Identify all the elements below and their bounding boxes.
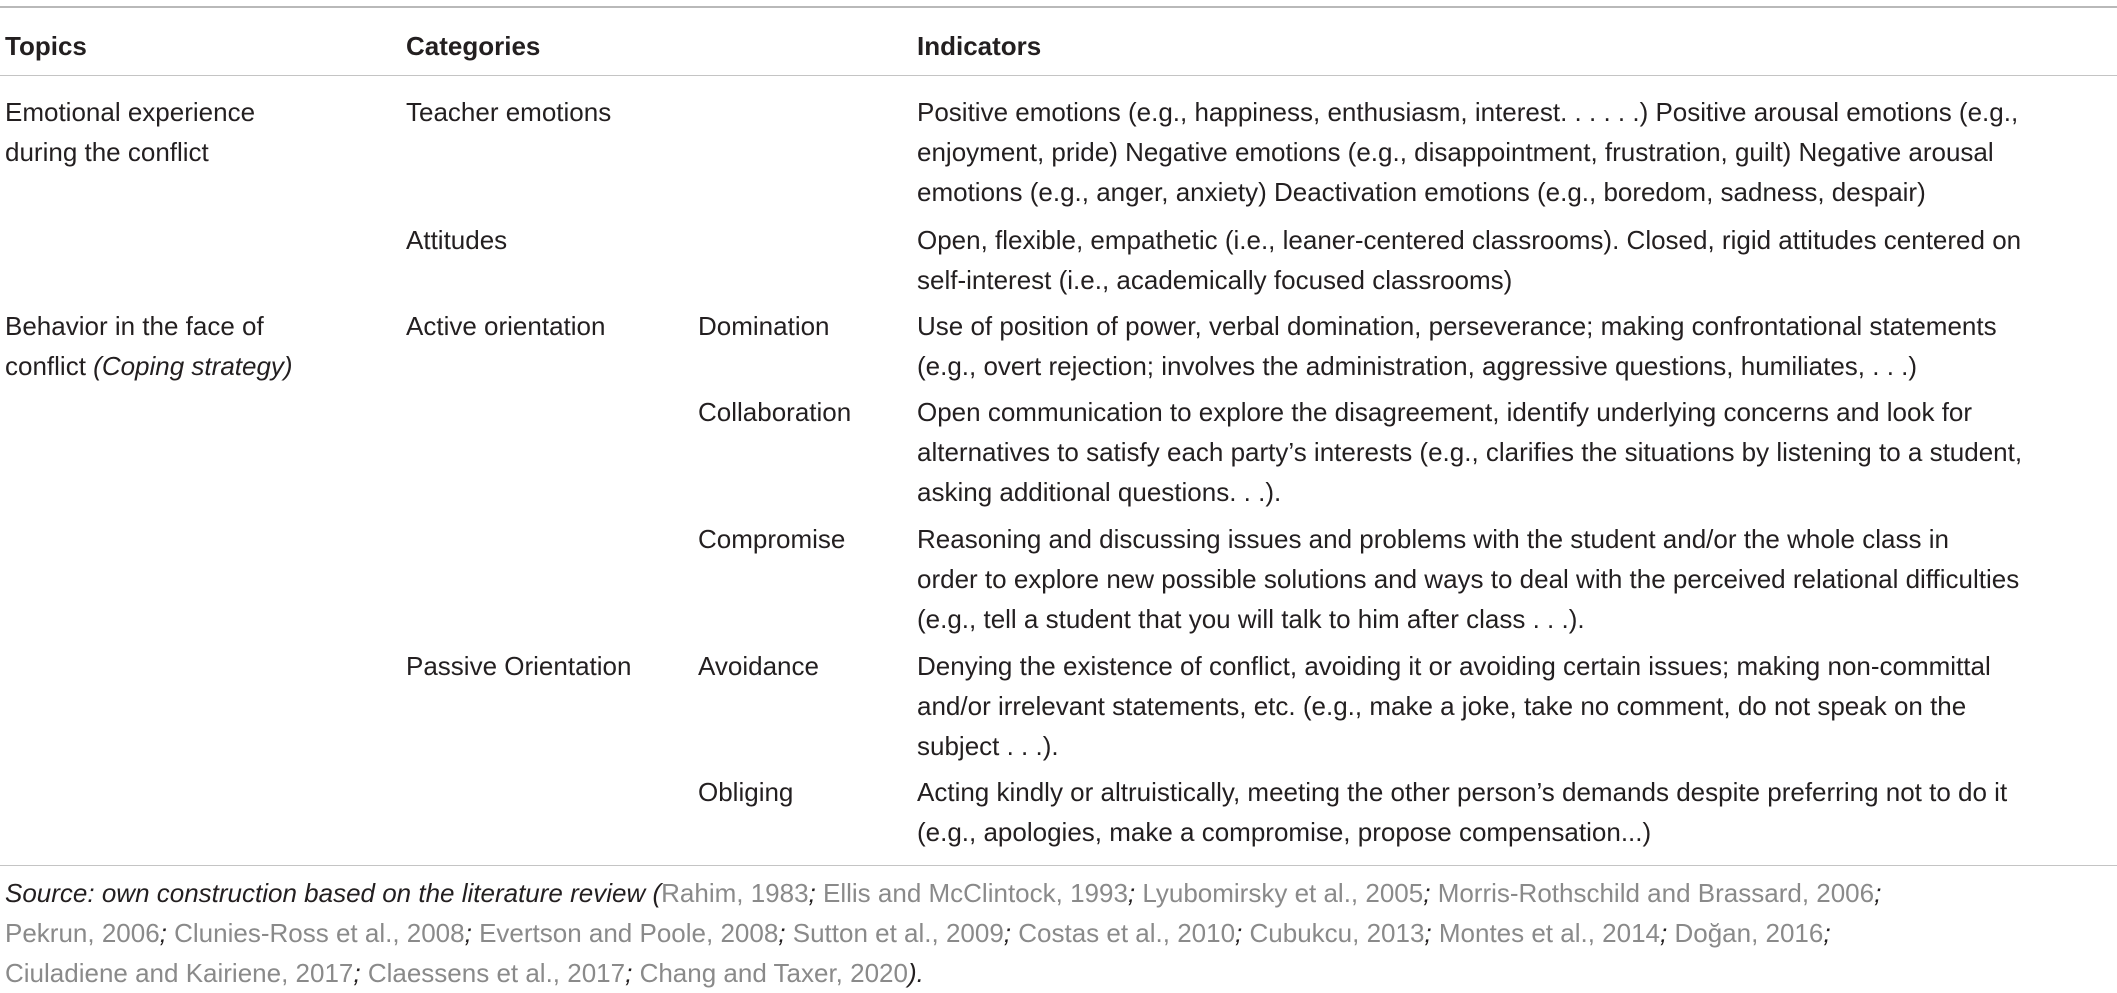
- topic-behavior-conflict: [5, 306, 293, 386]
- indicator-line: Denying the existence of conflict, avoiding it or avoiding certain issues; making non-committal: [917, 651, 1991, 681]
- topic-line: Behavior in the face of: [5, 311, 264, 341]
- topic-line-text: conflict: [5, 351, 94, 381]
- reference-link[interactable]: Evertson and Poole, 2008: [479, 918, 779, 948]
- coping-strategy-label: (Coping strategy): [93, 351, 293, 381]
- indicator-line: self-interest (i.e., academically focused classrooms): [917, 265, 1513, 295]
- topic-emotional-experience: [5, 92, 255, 172]
- subcategory-compromise: Compromise: [698, 524, 846, 554]
- topic-line: Emotional experience: [5, 97, 256, 127]
- footnote-prefix: Source: own construction based on the literature review (: [5, 878, 662, 908]
- subcategory-avoidance: Avoidance: [698, 651, 819, 681]
- indicator-line: (e.g., apologies, make a compromise, propose compensation...): [917, 817, 1652, 847]
- reference-link[interactable]: Ciuladiene and Kairiene, 2017: [5, 958, 354, 988]
- reference-link[interactable]: Cubukcu, 2013: [1249, 918, 1425, 948]
- indicator-line: alternatives to satisfy each party’s interests (e.g., clarifies the situations by listening to a student,: [917, 437, 2023, 467]
- subcategory-domination: Domination: [698, 311, 830, 341]
- reference-link[interactable]: Ellis and McClintock, 1993: [823, 878, 1128, 908]
- indicators-obliging: [917, 772, 2007, 852]
- footnote-suffix: ).: [907, 958, 924, 988]
- indicator-line: and/or irrelevant statements, etc. (e.g., make a joke, take no comment, do not speak on the: [917, 691, 1967, 721]
- indicators-teacher-emotions: [917, 92, 2018, 212]
- category-passive-orientation: Passive Orientation: [406, 651, 632, 681]
- indicator-line: Open, flexible, empathetic (i.e., leaner-centered classrooms). Closed, rigid attitudes centered on: [917, 225, 2022, 255]
- indicator-line: (e.g., overt rejection; involves the administration, aggressive questions, humiliates, . . .): [917, 351, 1918, 381]
- reference-link[interactable]: Lyubomirsky et al., 2005: [1142, 878, 1424, 908]
- indicator-line: Positive emotions (e.g., happiness, enthusiasm, interest. . . . . .) Positive arousal emotions (e.g.,: [917, 97, 2019, 127]
- indicator-line: Open communication to explore the disagreement, identify underlying concerns and look for: [917, 397, 1973, 427]
- subcategory-obliging: Obliging: [698, 777, 794, 807]
- header-topics: Topics: [5, 31, 87, 61]
- subcategory-collaboration: Collaboration: [698, 397, 852, 427]
- indicators-avoidance: [917, 646, 1991, 766]
- reference-link[interactable]: Costas et al., 2010: [1018, 918, 1236, 948]
- indicator-line: order to explore new possible solutions and ways to deal with the perceived relational difficulties: [917, 564, 2020, 594]
- indicator-line: emotions (e.g., anger, anxiety) Deactivation emotions (e.g., boredom, sadness, despair): [917, 177, 1926, 207]
- indicator-line: subject . . .).: [917, 731, 1059, 761]
- indicator-line: enjoyment, pride) Negative emotions (e.g., disappointment, frustration, guilt) Negative arousal: [917, 137, 1994, 167]
- header-categories: Categories: [406, 31, 541, 61]
- header-rule: [0, 75, 2117, 76]
- indicators-domination: [917, 306, 1997, 386]
- category-active-orientation: Active orientation: [406, 311, 606, 341]
- reference-link[interactable]: Pekrun, 2006: [5, 918, 160, 948]
- table-source-footnote: [5, 873, 2113, 993]
- footnote-line-2: Pekrun, 2006; Clunies-Ross et al., 2008; Evertson and Poole, 2008; Sutton et al., 2009; Costas et al., 2010; Cubukcu, 2013; Montes et al., 2014; Doğan, 2016;: [5, 918, 1831, 948]
- reference-link[interactable]: Doğan, 2016: [1674, 918, 1824, 948]
- reference-link[interactable]: Sutton et al., 2009: [792, 918, 1004, 948]
- indicator-line: (e.g., tell a student that you will talk to him after class . . .).: [917, 604, 1585, 634]
- category-attitudes: Attitudes: [406, 225, 508, 255]
- reference-link[interactable]: Morris-Rothschild and Brassard, 2006: [1437, 878, 1875, 908]
- indicator-line: Acting kindly or altruistically, meeting the other person’s demands despite preferring not to do it: [917, 777, 2008, 807]
- header-indicators: Indicators: [917, 31, 1042, 61]
- indicators-attitudes: [917, 220, 2021, 300]
- indicator-line: asking additional questions. . .).: [917, 477, 1282, 507]
- indicators-compromise: [917, 519, 2019, 639]
- footnote-line-3: Ciuladiene and Kairiene, 2017; Claessens et al., 2017; Chang and Taxer, 2020).: [5, 958, 924, 988]
- reference-link[interactable]: Montes et al., 2014: [1438, 918, 1660, 948]
- table-bottom-rule: [0, 865, 2117, 866]
- indicator-line: Use of position of power, verbal domination, perseverance; making confrontational statements: [917, 311, 1997, 341]
- indicator-line: Reasoning and discussing issues and problems with the student and/or the whole class in: [917, 524, 1949, 554]
- topic-line-2: [5, 346, 293, 386]
- reference-link[interactable]: Claessens et al., 2017: [367, 958, 626, 988]
- footnote-line-1: Source: own construction based on the literature review (Rahim, 1983; Ellis and McClintock, 1993; Lyubomirsky et al., 2005; Morris-Rothschild and Brassard, 2006;: [5, 878, 1882, 908]
- topic-line: during the conflict: [5, 137, 209, 167]
- reference-link[interactable]: Chang and Taxer, 2020: [639, 958, 908, 988]
- reference-link[interactable]: Rahim, 1983: [661, 878, 809, 908]
- indicators-collaboration: [917, 392, 2022, 512]
- reference-link[interactable]: Clunies-Ross et al., 2008: [174, 918, 465, 948]
- category-teacher-emotions: Teacher emotions: [406, 97, 612, 127]
- table-top-rule: [0, 6, 2117, 8]
